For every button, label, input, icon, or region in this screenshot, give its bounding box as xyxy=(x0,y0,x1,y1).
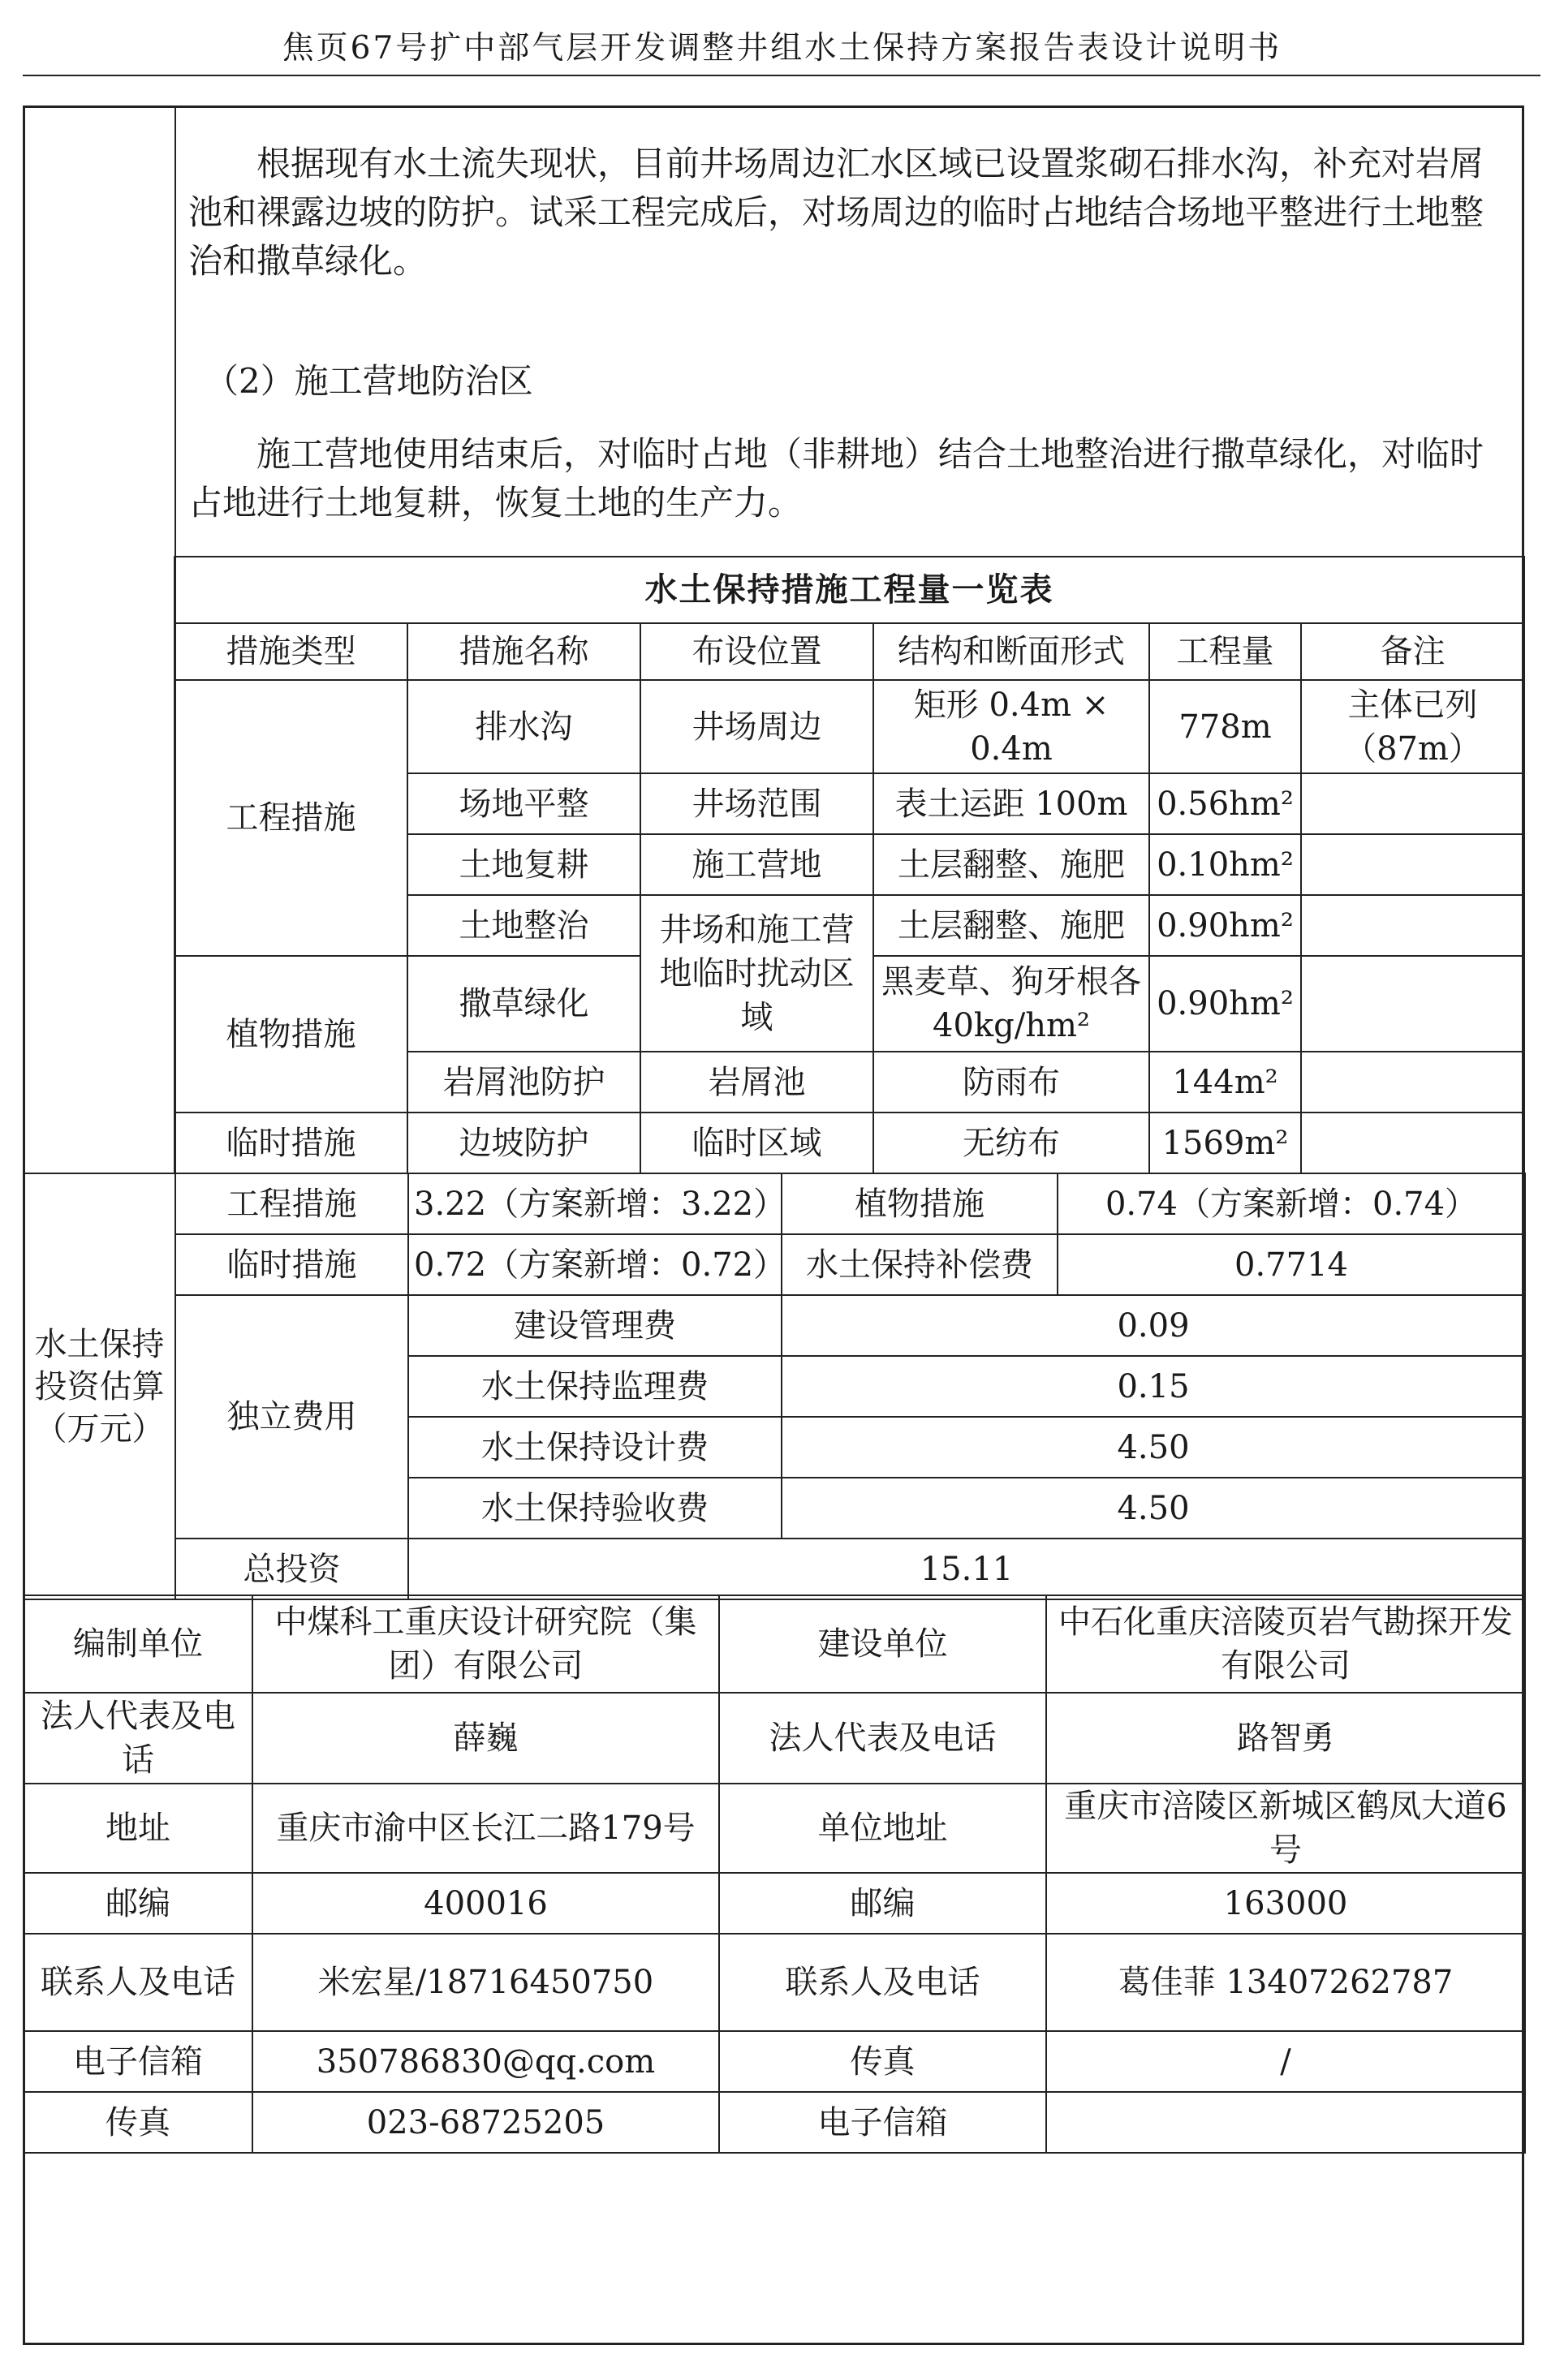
unit-row-value-right: 葛佳菲 13407262787 xyxy=(1046,1934,1525,2031)
unit-row-value-left: 薛巍 xyxy=(252,1693,719,1784)
inv-independent-item: 水土保持监理费 xyxy=(408,1356,782,1417)
measure-note: 主体已列（87m） xyxy=(1301,680,1524,773)
measure-structure: 土层翻整、施肥 xyxy=(873,834,1149,895)
measure-location: 岩屑池 xyxy=(640,1052,873,1113)
measure-note xyxy=(1301,895,1524,956)
builder-value: 中石化重庆涪陵页岩气勘探开发有限公司 xyxy=(1046,1595,1525,1693)
measure-structure: 无纺布 xyxy=(873,1113,1149,1173)
measure-location: 施工营地 xyxy=(640,834,873,895)
unit-row-label-right: 电子信箱 xyxy=(719,2092,1046,2153)
col-header-note: 备注 xyxy=(1301,623,1524,680)
measure-name: 排水沟 xyxy=(407,680,640,773)
unit-row-value-left: 023-68725205 xyxy=(252,2092,719,2153)
group-temporary: 临时措施 xyxy=(174,1113,407,1173)
unit-row-label-left: 邮编 xyxy=(24,1873,252,1934)
measure-quantity: 0.90hm² xyxy=(1149,895,1301,956)
left-blank-column xyxy=(23,557,174,1173)
inv-plant-label: 植物措施 xyxy=(782,1173,1058,1234)
measure-quantity: 144m² xyxy=(1149,1052,1301,1113)
unit-row-label-right: 单位地址 xyxy=(719,1784,1046,1873)
unit-row-label-left: 地址 xyxy=(24,1784,252,1873)
unit-row-label-right: 传真 xyxy=(719,2031,1046,2092)
measures-table xyxy=(23,556,1525,1174)
col-header-name: 措施名称 xyxy=(407,623,640,680)
measure-note xyxy=(1301,773,1524,834)
unit-row-label-right: 法人代表及电话 xyxy=(719,1693,1046,1784)
unit-row-value-right: 重庆市涪陵区新城区鹤凤大道6号 xyxy=(1046,1784,1525,1873)
investment-table xyxy=(23,1173,1526,1600)
intro-paragraph-2: 施工营地使用结束后，对临时占地（非耕地）结合土地整治进行撒草绿化，对临时占地进行土地复耕，恢复土地的生产力。 xyxy=(188,434,1484,523)
inv-total-label: 总投资 xyxy=(175,1539,408,1599)
measure-note xyxy=(1301,956,1524,1052)
unit-row-value-right: / xyxy=(1046,2031,1525,2092)
measure-quantity: 0.56hm² xyxy=(1149,773,1301,834)
measure-quantity: 778m xyxy=(1149,680,1301,773)
unit-row-label-left: 联系人及电话 xyxy=(24,1934,252,2031)
measure-name: 岩屑池防护 xyxy=(407,1052,640,1113)
measure-structure: 矩形 0.4m × 0.4m xyxy=(873,680,1149,773)
inv-independent-item: 水土保持验收费 xyxy=(408,1478,782,1539)
inv-compensation-value: 0.7714 xyxy=(1058,1234,1525,1295)
investment-label: 水土保持投资估算（万元） xyxy=(24,1173,175,1599)
unit-row-label-left: 传真 xyxy=(24,2092,252,2153)
page-header: 焦页67号扩中部气层开发调整井组水土保持方案报告表设计说明书 xyxy=(282,30,1282,67)
measure-location: 井场周边 xyxy=(640,680,873,773)
group-plant: 植物措施 xyxy=(174,956,407,1113)
inv-temporary-label: 临时措施 xyxy=(175,1234,408,1295)
unit-row-label-right: 联系人及电话 xyxy=(719,1934,1046,2031)
measure-name: 边坡防护 xyxy=(407,1113,640,1173)
unit-row-value-right: 163000 xyxy=(1046,1873,1525,1934)
inv-total-value: 15.11 xyxy=(408,1539,1525,1599)
intro-paragraph-1: 根据现有水土流失现状，目前井场周边汇水区域已设置浆砌石排水沟，补充对岩屑池和裸露边坡的防护。试采工程完成后，对场周边的临时占地结合场地平整进行土地整治和撒草绿化。 xyxy=(188,144,1484,281)
unit-row-value-right: 路智勇 xyxy=(1046,1693,1525,1784)
inv-temporary-value: 0.72（方案新增：0.72） xyxy=(408,1234,782,1295)
unit-row-label-left: 电子信箱 xyxy=(24,2031,252,2092)
builder-label: 建设单位 xyxy=(719,1595,1046,1693)
measure-name: 土地整治 xyxy=(407,895,640,956)
col-header-location: 布设位置 xyxy=(640,623,873,680)
inv-independent-value: 4.50 xyxy=(782,1417,1525,1478)
inv-independent-value: 4.50 xyxy=(782,1478,1525,1539)
table-row xyxy=(23,1113,1524,1173)
col-header-structure: 结构和断面形式 xyxy=(873,623,1149,680)
measure-quantity: 0.10hm² xyxy=(1149,834,1301,895)
measure-location: 井场和施工营地临时扰动区域 xyxy=(640,895,873,1052)
inv-engineering-value: 3.22（方案新增：3.22） xyxy=(408,1173,782,1234)
group-engineering: 工程措施 xyxy=(174,680,407,956)
measure-note xyxy=(1301,1052,1524,1113)
measure-quantity: 0.90hm² xyxy=(1149,956,1301,1052)
unit-row-label-right: 邮编 xyxy=(719,1873,1046,1934)
inv-independent-value: 0.15 xyxy=(782,1356,1525,1417)
compiler-label: 编制单位 xyxy=(24,1595,252,1693)
measure-name: 撒草绿化 xyxy=(407,956,640,1052)
measure-location: 临时区域 xyxy=(640,1113,873,1173)
measure-structure: 表土运距 100m xyxy=(873,773,1149,834)
unit-row-value-left: 400016 xyxy=(252,1873,719,1934)
measure-location: 井场范围 xyxy=(640,773,873,834)
inv-independent-value: 0.09 xyxy=(782,1295,1525,1356)
measure-note xyxy=(1301,834,1524,895)
inv-compensation-label: 水土保持补偿费 xyxy=(782,1234,1058,1295)
measure-quantity: 1569m² xyxy=(1149,1113,1301,1173)
unit-row-label-left: 法人代表及电话 xyxy=(24,1693,252,1784)
table-row xyxy=(23,680,1524,773)
header-rule xyxy=(23,75,1540,76)
measure-structure: 黑麦草、狗牙根各 40kg/hm² xyxy=(873,956,1149,1052)
unit-row-value-left: 米宏星/18716450750 xyxy=(252,1934,719,2031)
inv-independent-label: 独立费用 xyxy=(175,1295,408,1539)
measure-name: 场地平整 xyxy=(407,773,640,834)
unit-row-value-left: 350786830@qq.com xyxy=(252,2031,719,2092)
sub-heading: （2）施工营地防治区 xyxy=(205,361,533,401)
unit-row-value-right xyxy=(1046,2092,1525,2153)
inv-independent-item: 水土保持设计费 xyxy=(408,1417,782,1478)
measure-structure: 防雨布 xyxy=(873,1052,1149,1113)
measures-table-title: 水土保持措施工程量一览表 xyxy=(174,557,1524,623)
col-header-type: 措施类型 xyxy=(174,623,407,680)
units-table xyxy=(23,1595,1526,2154)
unit-row-value-left: 重庆市渝中区长江二路179号 xyxy=(252,1784,719,1873)
inv-engineering-label: 工程措施 xyxy=(175,1173,408,1234)
measure-note xyxy=(1301,1113,1524,1173)
compiler-value: 中煤科工重庆设计研究院（集团）有限公司 xyxy=(252,1595,719,1693)
col-header-quantity: 工程量 xyxy=(1149,623,1301,680)
measure-name: 土地复耕 xyxy=(407,834,640,895)
inv-plant-value: 0.74（方案新增：0.74） xyxy=(1058,1173,1525,1234)
inv-independent-item: 建设管理费 xyxy=(408,1295,782,1356)
measure-structure: 土层翻整、施肥 xyxy=(873,895,1149,956)
